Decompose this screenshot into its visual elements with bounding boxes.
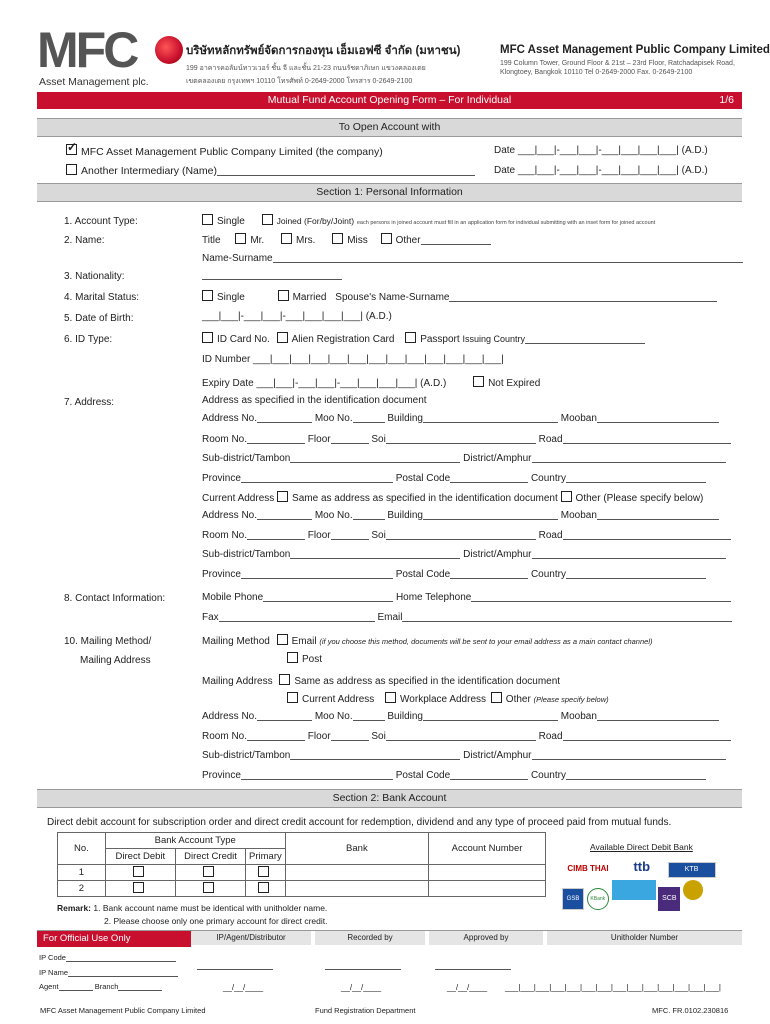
ip-sign-line[interactable]: [197, 969, 273, 970]
expiry-field[interactable]: ___|___|-___|___|-___|___|___|___|: [256, 378, 418, 389]
subdistrict-label: Sub-district/Tambon: [202, 453, 291, 464]
district-field[interactable]: [532, 452, 726, 463]
date-field-1[interactable]: ___|___|-___|___|-___|___|___|___|: [517, 145, 679, 156]
title-label: Title: [202, 235, 221, 246]
addr-no-field[interactable]: [257, 412, 312, 423]
company-en-addr2: Klongtoey, Bangkok 10110 Tel 0-2649-2000 Fax. 0-2649-2100: [500, 69, 693, 76]
addr-no-label: Address No.: [202, 413, 258, 424]
soi-field[interactable]: [386, 730, 536, 741]
recorded-sign-line[interactable]: [325, 969, 401, 970]
mooban-label: Mooban: [560, 711, 597, 722]
room-field[interactable]: [247, 433, 305, 444]
building-label: Building: [387, 413, 423, 424]
district-field[interactable]: [532, 548, 726, 559]
mailing-label-2: Mailing Address: [80, 655, 151, 666]
floor-label: Floor: [307, 434, 331, 445]
form-title: Mutual Fund Account Opening Form – For Individual: [267, 94, 512, 106]
nationality-row: [202, 269, 342, 281]
agent-label: Agent: [39, 982, 59, 991]
branch-label: Branch: [94, 982, 119, 991]
company-th-addr2: เขตคลองเตย กรุงเทพฯ 10110 โทรศัพท์ 0-2649-2000 โทรสาร 0-2649-2100: [186, 78, 413, 85]
ip-code-row: [39, 953, 176, 962]
mobile-field[interactable]: [263, 591, 393, 602]
moo-label: Moo No.: [314, 413, 353, 424]
mobile-label: Mobile Phone: [202, 592, 264, 603]
joined-note: each persons in joined account must fill in an application form for individual submitting with an inset form for joined account: [356, 220, 656, 226]
section2-intro: Direct debit account for subscription order and direct credit account for redemption, dividend and any type of proceed paid from mutual funds.: [47, 817, 672, 828]
primary-checkbox-1[interactable]: [258, 866, 269, 877]
floor-label: Floor: [307, 731, 331, 742]
unitholder-number-field[interactable]: ___|___|___|___|___|___|___|___|___|___|___|___|___|___|: [505, 983, 721, 992]
post-method-checkbox[interactable]: [287, 652, 298, 663]
subdistrict-label: Sub-district/Tambon: [202, 750, 291, 761]
room-label: Room No.: [202, 434, 248, 445]
bay-logo: [612, 880, 656, 900]
floor-label: Floor: [307, 530, 331, 541]
ktb-logo: KTB: [668, 862, 716, 878]
dc-checkbox-2[interactable]: [203, 882, 214, 893]
company-th-addr1: 199 อาคารคอลัมน์ทาวเวอร์ ชั้น จี และชั้น 21-23 ถนนรัชดาภิเษก แขวงคลองเตย: [186, 65, 426, 72]
approved-date-field[interactable]: __/__/____: [447, 983, 488, 992]
issuing-country-label: Issuing Country: [462, 334, 525, 344]
dc-cell: [175, 881, 245, 897]
agent-row: [39, 982, 162, 991]
ttb-logo: ttb: [633, 859, 651, 874]
company-en-name: MFC Asset Management Public Company Limited: [500, 44, 770, 56]
ip-name-row: [39, 968, 178, 977]
remark-2: 2. Please choose only one primary account for direct credit.: [104, 916, 328, 926]
scb-logo: SCB: [658, 887, 680, 911]
marital-row: [202, 290, 717, 303]
unitholder-header: Unitholder Number: [547, 931, 742, 945]
room-label: Room No.: [202, 530, 248, 541]
col-account: Account Number: [429, 833, 546, 865]
other-addr-checkbox[interactable]: [561, 491, 572, 502]
kbank-logo: KBank: [587, 888, 609, 910]
col-direct-debit: Direct Debit: [105, 849, 175, 865]
miss-checkbox[interactable]: [332, 233, 343, 244]
bank-cell-1[interactable]: [285, 865, 428, 881]
dd-cell: [105, 881, 175, 897]
soi-field[interactable]: [386, 529, 536, 540]
name-surname-row: [202, 252, 743, 264]
dob-row: [202, 311, 392, 322]
addr2-row3: [202, 548, 726, 560]
dc-checkbox-1[interactable]: [203, 866, 214, 877]
mooban-label: Mooban: [560, 510, 597, 521]
room-field[interactable]: [247, 529, 305, 540]
kbank-round-logo: [683, 880, 703, 900]
section1-heading: Section 1: Personal Information: [37, 183, 742, 202]
open-with-other-label: Another Intermediary (Name): [81, 165, 217, 177]
passport-label: Passport: [420, 334, 460, 345]
official-use-area: [37, 930, 742, 1004]
name-label: 2. Name:: [64, 235, 105, 246]
title-row: [202, 233, 491, 246]
fax-field[interactable]: [219, 611, 375, 622]
mrs-checkbox[interactable]: [281, 233, 292, 244]
logo: [37, 24, 167, 90]
room-label: Room No.: [202, 731, 248, 742]
mailing-addr-options-row: [287, 692, 609, 705]
subdistrict-field[interactable]: [290, 452, 460, 463]
id-number-label: ID Number: [202, 354, 251, 365]
mfc-checkbox[interactable]: [66, 144, 77, 155]
email-note: (if you choose this method, documents will be sent to your email address as a main contact channel): [319, 637, 653, 646]
current-addr-row: [202, 491, 703, 504]
dob-field[interactable]: ___|___|-___|___|-___|___|___|___|: [202, 311, 363, 322]
mail-same-as-id-checkbox[interactable]: [279, 674, 290, 685]
single-label: Single: [217, 216, 245, 227]
single-account-checkbox[interactable]: [202, 214, 213, 225]
cimb-logo: CIMB THAI: [567, 864, 609, 873]
issuing-country-field[interactable]: [525, 333, 645, 344]
logo-circle-icon: [155, 36, 183, 64]
province-field[interactable]: [241, 568, 393, 579]
branch-field[interactable]: [118, 983, 162, 991]
mailing-label-1: 10. Mailing Method/: [64, 636, 152, 647]
alien-card-checkbox[interactable]: [277, 332, 288, 343]
post-row: [287, 652, 322, 665]
id-card-checkbox[interactable]: [202, 332, 213, 343]
not-expired-label: Not Expired: [488, 378, 541, 389]
country-label: Country: [530, 770, 566, 781]
company-en: [500, 44, 770, 76]
mr-checkbox[interactable]: [235, 233, 246, 244]
district-label: District/Amphur: [463, 453, 532, 464]
spouse-label: Spouse's Name-Surname: [335, 292, 450, 303]
other-title-field[interactable]: [421, 234, 491, 245]
page-number: 1/6: [719, 94, 734, 106]
account-cell-1[interactable]: [429, 865, 546, 881]
agent-field[interactable]: [59, 983, 93, 991]
province-field[interactable]: [241, 472, 393, 483]
mooban-field[interactable]: [597, 509, 719, 520]
open-with-mfc-label: MFC Asset Management Public Company Limited (the company): [81, 146, 383, 158]
road-label: Road: [538, 731, 563, 742]
company-en-addr1: 199 Column Tower, Ground Floor & 21st – 23rd Floor, Ratchadapisek Road,: [500, 60, 735, 67]
addr-no-label: Address No.: [202, 510, 258, 521]
dd-cell: [105, 865, 175, 881]
other-intermediary-checkbox[interactable]: [66, 164, 77, 175]
building-label: Building: [387, 510, 423, 521]
mail-other-note: (Please specify below): [533, 695, 609, 704]
available-banks-label: Available Direct Debit Bank: [590, 842, 693, 852]
mailing-method-label: Mailing Method: [202, 636, 270, 647]
company-th: [186, 42, 460, 87]
addr2-row4: [202, 568, 706, 580]
primary-checkbox-2[interactable]: [258, 882, 269, 893]
ip-name-field[interactable]: [68, 969, 178, 977]
addr3-row4: [202, 769, 706, 781]
col-type: Bank Account Type: [105, 833, 285, 849]
id-card-label: ID Card No.: [217, 334, 270, 345]
footer-left: MFC Asset Management Public Company Limited: [40, 1006, 206, 1015]
open-with-mfc-row: [66, 144, 383, 158]
id-number-row: [202, 354, 504, 365]
mooban-field[interactable]: [597, 412, 719, 423]
subdistrict-field[interactable]: [290, 749, 460, 760]
mailing-method-row: [202, 634, 652, 647]
miss-label: Miss: [347, 235, 368, 246]
addr2-row1: [202, 509, 719, 521]
bank-table: [57, 832, 546, 897]
joined-account-checkbox[interactable]: [262, 214, 273, 225]
subdistrict-label: Sub-district/Tambon: [202, 549, 291, 560]
expiry-label: Expiry Date: [202, 378, 254, 389]
district-label: District/Amphur: [463, 750, 532, 761]
mooban-field[interactable]: [597, 710, 719, 721]
mooban-label: Mooban: [560, 413, 597, 424]
address-label: 7. Address:: [64, 397, 115, 408]
postal-field[interactable]: [450, 769, 528, 780]
other-title-label: Other: [395, 235, 421, 246]
logo-subtitle: Asset Management plc.: [39, 76, 149, 88]
home-tel-field[interactable]: [471, 591, 731, 602]
bank-logos: [560, 858, 740, 878]
date-row-1: [494, 145, 708, 156]
row-no: 2: [58, 881, 106, 897]
mail-other-label: Other: [505, 694, 531, 705]
bank-cell-2[interactable]: [285, 881, 428, 897]
mail-workplace-checkbox[interactable]: [385, 692, 396, 703]
logo-text: MFC: [37, 22, 137, 78]
other-specify-label: Other (Please specify below): [575, 493, 704, 504]
single-marital-checkbox[interactable]: [202, 290, 213, 301]
subdistrict-field[interactable]: [290, 548, 460, 559]
road-label: Road: [538, 530, 563, 541]
country-label: Country: [530, 473, 566, 484]
contact-row1: [202, 591, 731, 603]
email-label: Email: [377, 612, 403, 623]
same-as-id-checkbox[interactable]: [277, 491, 288, 502]
nationality-label: 3. Nationality:: [64, 271, 125, 282]
date-suffix: (A.D.): [681, 165, 708, 176]
mailing-addr-label: Mailing Address: [202, 676, 273, 687]
road-label: Road: [538, 434, 563, 445]
bank-logos-2: [562, 880, 742, 911]
country-field[interactable]: [566, 568, 706, 579]
mailing-addr-row: [202, 674, 560, 687]
country-field[interactable]: [566, 472, 706, 483]
remark-1: 1. Bank account name must be identical with unitholder name.: [93, 903, 328, 913]
addr1-row1: [202, 412, 719, 424]
home-tel-label: Home Telephone: [395, 592, 472, 603]
date-label: Date: [494, 145, 516, 156]
id-type-row: [202, 332, 645, 345]
floor-field[interactable]: [331, 433, 369, 444]
mail-workplace-label: Workplace Address: [400, 694, 487, 705]
building-field[interactable]: [423, 509, 558, 520]
contact-row2: [202, 611, 732, 623]
open-with-heading: To Open Account with: [37, 118, 742, 137]
expiry-ad: (A.D.): [420, 378, 447, 389]
room-field[interactable]: [247, 730, 305, 741]
table-row: [58, 865, 546, 881]
postal-label: Postal Code: [395, 473, 451, 484]
moo-label: Moo No.: [314, 510, 353, 521]
addr3-row2: [202, 730, 731, 742]
addr-no-label: Address No.: [202, 711, 258, 722]
ip-code-label: IP Code: [39, 953, 66, 962]
passport-checkbox[interactable]: [405, 332, 416, 343]
country-label: Country: [530, 569, 566, 580]
soi-field[interactable]: [386, 433, 536, 444]
joined-label: Joined (For/by/Joint): [276, 216, 355, 226]
province-label: Province: [202, 569, 241, 580]
section2-heading: Section 2: Bank Account: [37, 789, 742, 808]
postal-label: Postal Code: [395, 770, 451, 781]
email-field[interactable]: [402, 611, 732, 622]
addr1-row4: [202, 472, 706, 484]
recorded-header: Recorded by: [315, 931, 425, 945]
addr2-row2: [202, 529, 731, 541]
dd-checkbox-1[interactable]: [133, 866, 144, 877]
remark-row-1: [57, 903, 327, 913]
addr-as-id-label: Address as specified in the identification document: [202, 395, 427, 406]
remark-label: Remark:: [57, 903, 92, 913]
approved-header: Approved by: [429, 931, 543, 945]
not-expired-checkbox[interactable]: [473, 376, 484, 387]
moo-label: Moo No.: [314, 711, 353, 722]
form-title-bar: [37, 92, 742, 109]
floor-field[interactable]: [331, 529, 369, 540]
name-surname-field[interactable]: [273, 252, 743, 263]
married-label: Married: [292, 292, 327, 303]
soi-label: Soi: [371, 731, 386, 742]
married-checkbox[interactable]: [278, 290, 289, 301]
dd-checkbox-2[interactable]: [133, 882, 144, 893]
addr1-row2: [202, 433, 731, 445]
col-no: No.: [58, 833, 106, 865]
marital-label: 4. Marital Status:: [64, 292, 140, 303]
current-addr-label: Current Address: [202, 493, 275, 504]
province-label: Province: [202, 473, 241, 484]
mr-label: Mr.: [250, 235, 265, 246]
building-field[interactable]: [423, 710, 558, 721]
date-field-2[interactable]: ___|___|-___|___|-___|___|___|___|: [517, 165, 679, 176]
col-direct-credit: Direct Credit: [175, 849, 245, 865]
province-field[interactable]: [241, 769, 393, 780]
ip-agent-header: IP/Agent/Distributor: [191, 931, 311, 945]
primary-cell: [246, 881, 286, 897]
date-suffix: (A.D.): [681, 145, 708, 156]
building-field[interactable]: [423, 412, 558, 423]
ip-code-field[interactable]: [66, 954, 176, 962]
postal-field[interactable]: [450, 472, 528, 483]
dob-label: 5. Date of Birth:: [64, 313, 134, 324]
road-field[interactable]: [563, 730, 731, 741]
road-field[interactable]: [563, 433, 731, 444]
dob-ad: (A.D.): [365, 311, 392, 322]
id-type-label: 6. ID Type:: [64, 334, 113, 345]
soi-label: Soi: [371, 530, 386, 541]
floor-field[interactable]: [331, 730, 369, 741]
alien-label: Alien Registration Card: [291, 334, 395, 345]
open-with-other-row: [66, 164, 475, 177]
date-row-2: [494, 165, 708, 176]
same-as-id-label: Same as address as specified in the identification document: [292, 493, 558, 504]
moo-field[interactable]: [353, 710, 385, 721]
moo-field[interactable]: [353, 509, 385, 520]
account-cell-2[interactable]: [429, 881, 546, 897]
addr-no-field[interactable]: [257, 509, 312, 520]
spouse-field[interactable]: [449, 291, 717, 302]
postal-label: Postal Code: [395, 569, 451, 580]
email-opt-label: Email: [291, 636, 317, 647]
post-label: Post: [302, 654, 323, 665]
province-label: Province: [202, 770, 241, 781]
moo-field[interactable]: [353, 412, 385, 423]
district-field[interactable]: [532, 749, 726, 760]
gsb-logo: GSB: [562, 888, 584, 910]
dc-cell: [175, 865, 245, 881]
id-number-field[interactable]: ___|___|___|___|___|___|___|___|___|___|___|___|___|: [253, 354, 504, 365]
addr3-row1: [202, 710, 719, 722]
col-bank: Bank: [285, 833, 428, 865]
soi-label: Soi: [371, 434, 386, 445]
intermediary-name-field[interactable]: [217, 165, 475, 176]
recorded-date-field[interactable]: __/__/____: [341, 983, 382, 992]
company-th-name: บริษัทหลักทรัพย์จัดการกองทุน เอ็มเอฟซี จำกัด (มหาชน): [186, 45, 461, 57]
col-primary: Primary: [246, 849, 286, 865]
primary-cell: [246, 865, 286, 881]
mail-other-checkbox[interactable]: [491, 692, 502, 703]
row-no: 1: [58, 865, 106, 881]
footer-center: Fund Registration Department: [315, 1006, 416, 1015]
contact-label: 8. Contact Information:: [64, 593, 166, 604]
official-use-label: For Official Use Only: [37, 931, 191, 947]
addr3-row3: [202, 749, 726, 761]
other-title-checkbox[interactable]: [381, 233, 392, 244]
mail-current-addr-label: Current Address: [302, 694, 375, 705]
single-marital-label: Single: [217, 292, 245, 303]
expiry-row: [202, 376, 540, 389]
addr1-row3: [202, 452, 726, 464]
account-type-row: [202, 214, 655, 227]
mail-same-as-id-label: Same as address as specified in the identification document: [294, 676, 561, 687]
name-surname-label: Name-Surname: [202, 253, 273, 264]
approved-sign-line[interactable]: [435, 969, 511, 970]
date-label: Date: [494, 165, 516, 176]
fax-label: Fax: [202, 612, 219, 623]
postal-field[interactable]: [450, 568, 528, 579]
mail-current-addr-checkbox[interactable]: [287, 692, 298, 703]
email-method-checkbox[interactable]: [277, 634, 288, 645]
footer-right: MFC. FR.0102.230816: [652, 1006, 729, 1015]
country-field[interactable]: [566, 769, 706, 780]
account-type-label: 1. Account Type:: [64, 216, 138, 227]
table-row: [58, 881, 546, 897]
district-label: District/Amphur: [463, 549, 532, 560]
nationality-field[interactable]: [202, 269, 342, 280]
mrs-label: Mrs.: [295, 235, 316, 246]
addr-no-field[interactable]: [257, 710, 312, 721]
road-field[interactable]: [563, 529, 731, 540]
ip-name-label: IP Name: [39, 968, 69, 977]
ip-date-field[interactable]: __/__/____: [223, 983, 264, 992]
building-label: Building: [387, 711, 423, 722]
